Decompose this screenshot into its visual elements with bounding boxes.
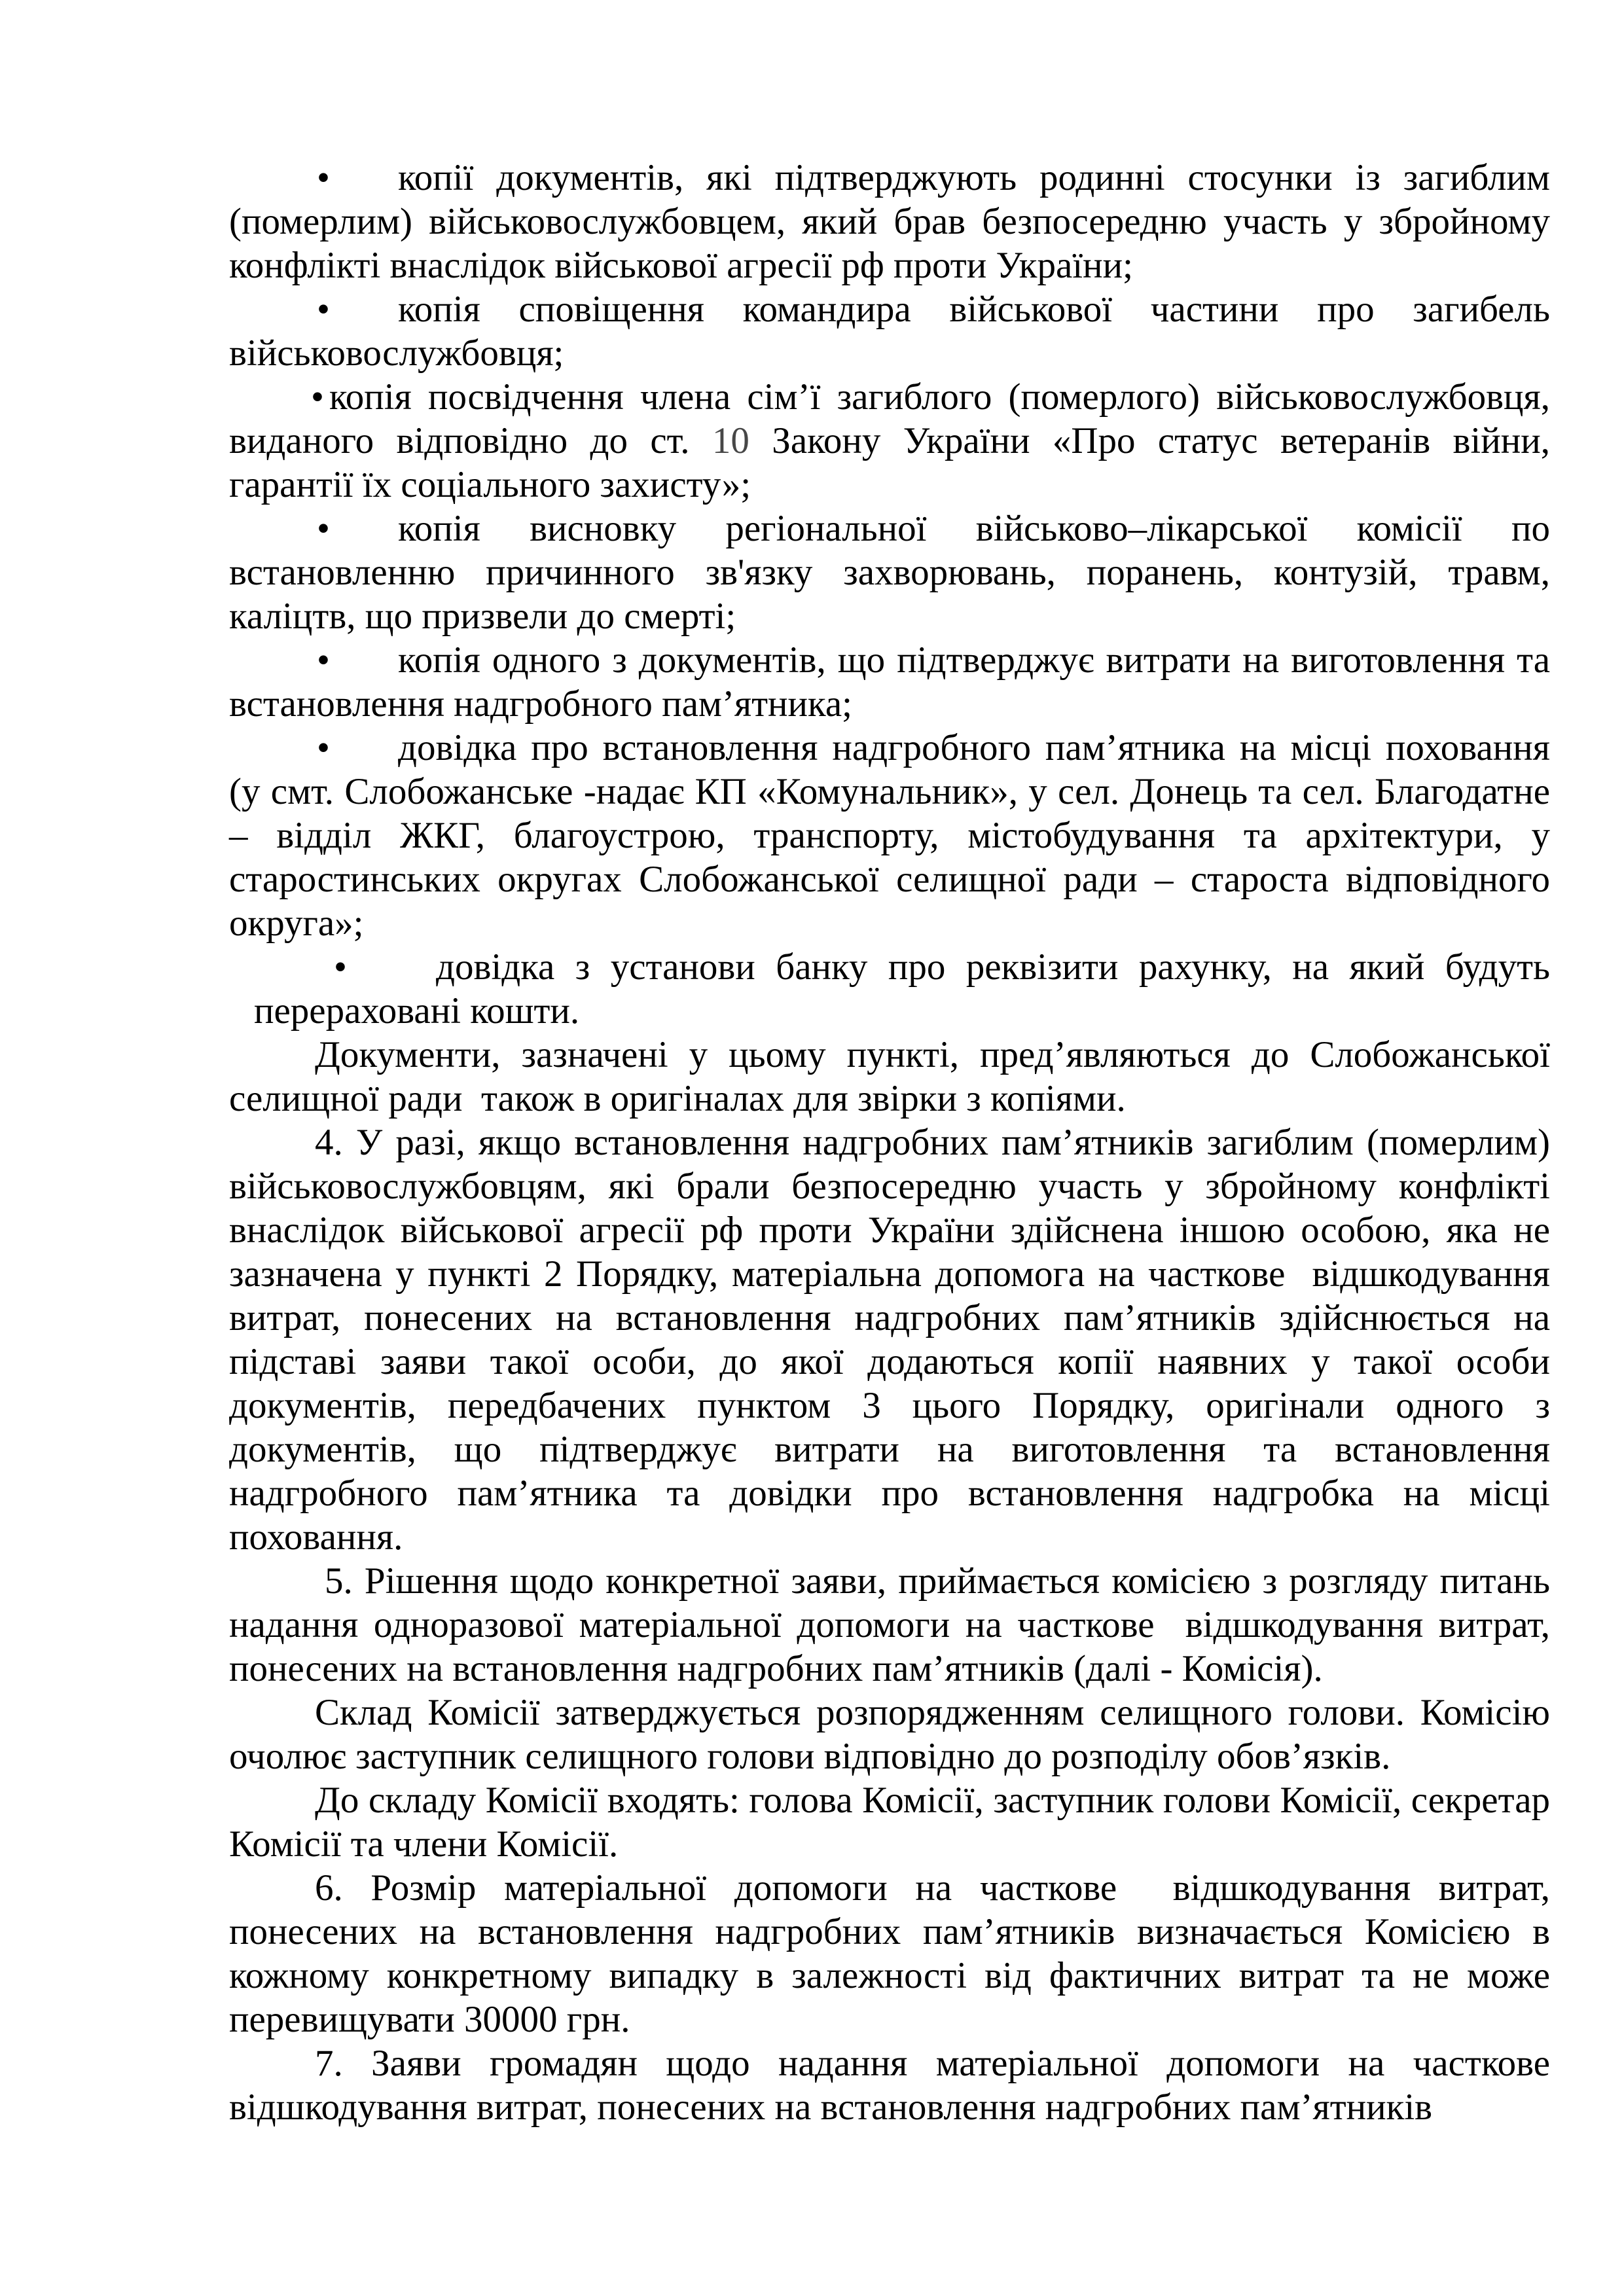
paragraph-item-6 [229, 1866, 1560, 2041]
text-run: Документи, зазначені у цьому пункті, пред’являються до Слобожанської селищної ради також в оригіналах для звірки з копіями. [229, 1034, 1560, 1119]
text-run: До складу Комісії входять: голова Комісії, заступник голови Комісії, секретар Комісії та члени Комісії. [229, 1780, 1560, 1865]
paragraph-item-4 [229, 1121, 1560, 1559]
text-run: довідка про встановлення надгробного пам’ятника на місці поховання (у смт. Слобожанське -надає КП «Комунальник», у сел. Донець та сел. Благодатне – відділ ЖКГ, благоустрою, транспорту, містобудування та архітектури, у старостинських округах Слобожанської селищної ради – староста відповідного округа»; [229, 727, 1560, 944]
bullet-gap [347, 978, 436, 979]
text-run: копія сповіщення командира військової частини про загибель військовослужбовця; [229, 289, 1560, 374]
paragraph-commission-composition-approval [229, 1691, 1560, 1778]
paragraph-item-5 [229, 1559, 1560, 1691]
text-run: 7. Заяви громадян щодо надання матеріальної допомоги на часткове відшкодування витрат, понесених на встановлення надгробних пам’ятників [229, 2043, 1560, 2128]
article-number: 10 [712, 420, 749, 461]
bullet-item-commander-notification-copy [229, 287, 1560, 375]
bullet-item-monument-installation-certificate [229, 726, 1560, 945]
bullet-gap [330, 759, 398, 760]
text-run: Закону України «Про статус ветеранів війни, гарантії їх соціального захисту»; [229, 420, 1560, 505]
text-run: 6. Розмір матеріальної допомоги на часткове відшкодування витрат, понесених на встановлення надгробних пам’ятників визначається Комісією в кожному конкретному випадку в залежності від фактичних витрат та не може перевищувати 30000 грн. [229, 1867, 1560, 2040]
bullet-icon: • [317, 289, 330, 330]
bullet-icon: • [317, 508, 330, 549]
bullet-icon: • [317, 727, 330, 768]
bullet-gap [324, 408, 329, 409]
bullet-gap [330, 189, 398, 190]
bullet-item-family-relation-documents [229, 156, 1560, 287]
bullet-item-bank-account-certificate [229, 945, 1560, 1033]
bullet-icon: • [334, 946, 347, 988]
bullet-icon: • [311, 376, 324, 418]
text-run: копії документів, які підтверджують родинні стосунки із загиблим (померлим) військовослужбовцем, який брав безпосередню участь у збройному конфлікті внаслідок військової агресії рф проти України; [229, 157, 1560, 286]
paragraph-commission-members [229, 1778, 1560, 1866]
text-run: 4. У разі, якщо встановлення надгробних пам’ятників загиблим (померлим) військовослужбовцям, які брали безпосередню участь у збройному конфлікті внаслідок військової агресії рф проти України здійснена іншою особою, яка не зазначена у пункті 2 Порядку, матеріальна допомога на часткове відшкодування витрат, понесених на встановлення надгробних пам’ятників здійснюється на підставі заяви такої особи, до якої додаються копії наявних у такої особи документів, передбачених пунктом 3 цього Порядку, оригінали одного з документів, що підтверджує витрати на виготовлення та встановлення надгробного пам’ятника та довідки про встановлення надгробка на місці поховання. [229, 1122, 1560, 1558]
bullet-gap [330, 540, 398, 541]
text-run: Склад Комісії затверджується розпорядженням селищного голови. Комісію очолює заступник селищного голови відповідно до розподілу обов’язків. [229, 1692, 1560, 1777]
bullet-item-family-member-certificate-copy [229, 375, 1560, 507]
bullet-item-medical-commission-conclusion-copy [229, 507, 1560, 638]
document-body [229, 156, 1560, 2129]
paragraph-originals-verification [229, 1033, 1560, 1121]
text-run: копія висновку регіональної військово–лікарської комісії по встановленню причинного зв'язку захворювань, поранень, контузій, травм, каліцтв, що призвели до смерті; [229, 508, 1560, 637]
text-run: довідка з установи банку про реквізити рахунку, на який будуть перераховані кошти. [254, 946, 1560, 1031]
paragraph-item-7 [229, 2041, 1560, 2129]
text-run: копія одного з документів, що підтверджує витрати на виготовлення та встановлення надгробного пам’ятника; [229, 639, 1560, 725]
text-run: 5. Рішення щодо конкретної заяви, приймається комісією з розгляду питань надання одноразової матеріальної допомоги на часткове відшкодування витрат, понесених на встановлення надгробних пам’ятників (далі - Комісія). [229, 1560, 1560, 1689]
text-run: копія посвідчення члена сім’ї загиблого (померлого) військовослужбовця, виданого відповідно до ст. [229, 376, 1560, 461]
bullet-icon: • [317, 639, 330, 681]
bullet-icon: • [317, 157, 330, 198]
bullet-item-expenses-document-copy [229, 638, 1560, 726]
